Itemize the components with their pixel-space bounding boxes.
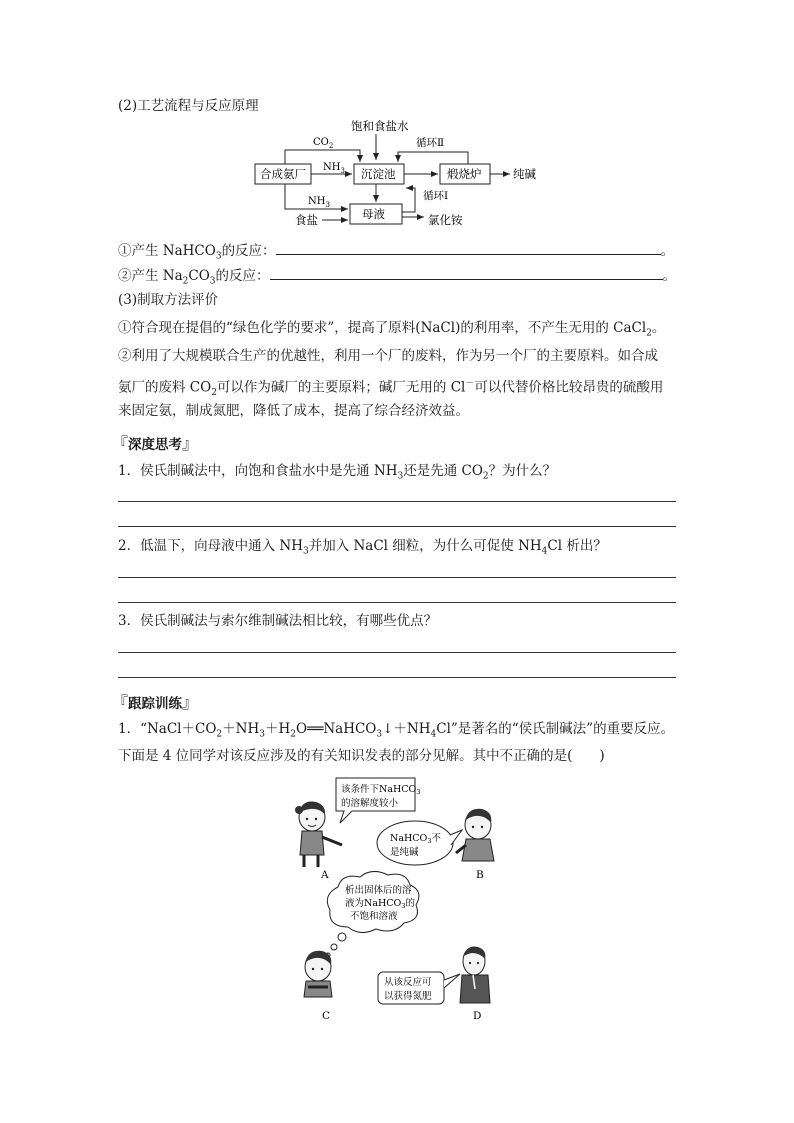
bubble-c <box>326 871 419 957</box>
answer-line[interactable] <box>118 577 676 578</box>
section3-title: (3)制取方法评价 <box>118 292 219 308</box>
section2-title: (2)工艺流程与反应原理 <box>118 98 259 114</box>
ammonium-chloride-label: 氯化铵 <box>428 213 463 227</box>
cycle2-arrow <box>398 152 468 164</box>
bubble-d-line2: 以获得氮肥 <box>384 991 432 1002</box>
deep-q2: 2．低温下，向母液中通入 $NH_3$并加入 NaCl 细粒，为什么可促使 $NH_4Cl$ 析出？ <box>118 538 607 557</box>
mother-liquor-label: 母液 <box>362 207 385 221</box>
answer-blank-2[interactable] <box>270 265 663 280</box>
reaction-q1: ①产生 NaHCO$_3$的反应： 。 <box>118 240 674 267</box>
tracking-header: 『跟踪训练』 <box>112 693 199 712</box>
process-flow-diagram <box>250 119 570 227</box>
bubble-b <box>377 821 462 865</box>
bubble-a-line2: 的溶解度较小 <box>341 798 399 809</box>
deep-thinking-header: 『深度思考』 <box>112 434 199 453</box>
answer-line[interactable] <box>118 677 676 678</box>
bubble-b-line1: NaHCO$_3$不 <box>390 833 441 845</box>
bubble-d-line1: 从该反应可 <box>384 977 432 988</box>
bubble-d <box>378 972 460 1004</box>
student-b-figure <box>456 809 494 861</box>
deep-q3: 3．侯氏制碱法与索尔维制碱法相比较，有哪些优点？ <box>118 613 438 629</box>
student-a-figure <box>295 801 342 867</box>
reaction-q2: ②产生 $Na_2CO_3$的反应： 。 <box>118 265 676 292</box>
section3-point2-line2: 氨厂的废料 $CO_2$可以作为碱厂的主要原料；碱厂无用的 Cl－可以代替价格比较昂贵的硫酸用 <box>118 379 664 399</box>
cycle1-label: 循环Ⅰ <box>423 190 449 202</box>
cycle1-arrow <box>402 188 415 212</box>
student-d-figure <box>460 947 490 1003</box>
section3-point1: ①符合现在提倡的“绿色化学的要求”，提高了原料(NaCl)的利用率，不产生无用的 CaCl$_2$。 <box>118 320 666 339</box>
co2-label-top: $CO_2$ <box>313 137 334 150</box>
label-d: D <box>473 1010 482 1022</box>
tracking-q1-line1: 1．“$NaCl+CO_2+NH_3+H_2O══NaHCO_3↓+NH_4Cl$”是著名的“侯氏制碱法”的重要反应。 <box>118 721 675 740</box>
label-c: C <box>322 1010 331 1022</box>
bubble-a-line1: 该条件下NaHCO$_3$ <box>341 784 421 796</box>
bubble-c-line2: 液为NaHCO$_3$的 <box>345 898 415 910</box>
nh3-label-top: $NH_3$ <box>323 162 345 175</box>
students-opinions-illustration <box>290 775 530 1025</box>
deep-q1: 1．侯氏制碱法中，向饱和食盐水中是先通 $NH_3$还是先通 $CO_2$？为什么？ <box>118 463 557 482</box>
answer-line[interactable] <box>118 501 676 502</box>
salt-label: 食盐 <box>295 213 318 227</box>
answer-blank-1[interactable] <box>276 240 661 255</box>
ammonia-plant-label: 合成氨厂 <box>260 167 306 181</box>
nh3-label-bottom: $NH_3$ <box>308 196 330 209</box>
label-b: B <box>476 869 484 881</box>
bubble-a <box>336 778 420 823</box>
soda-ash-label: 纯碱 <box>513 167 536 181</box>
settling-tank-label: 沉淀池 <box>361 167 396 181</box>
section3-point2-line3: 来固定氨，制成氮肥，降低了成本，提高了综合经济效益。 <box>118 403 469 419</box>
cycle2-label: 循环Ⅱ <box>416 137 445 149</box>
bubble-c-line3: 不饱和溶液 <box>350 911 398 922</box>
section3-point2-line1: ②利用了大规模联合生产的优越性，利用一个厂的废料，作为另一个厂的主要原料。如合成 <box>118 348 658 364</box>
calciner-label: 煅烧炉 <box>447 167 482 181</box>
bubble-c-line1: 析出固体后的溶 <box>345 885 412 896</box>
feed-brine-label: 饱和食盐水 <box>351 119 409 133</box>
answer-line[interactable] <box>118 602 676 603</box>
answer-line[interactable] <box>118 652 676 653</box>
label-a: A <box>321 869 329 881</box>
tracking-q1-line2: 下面是 4 位同学对该反应涉及的有关知识发表的部分见解。其中不正确的是( ) <box>118 748 605 764</box>
bubble-b-line2: 是纯碱 <box>390 847 419 858</box>
student-c-figure <box>304 951 332 997</box>
answer-line[interactable] <box>118 526 676 527</box>
